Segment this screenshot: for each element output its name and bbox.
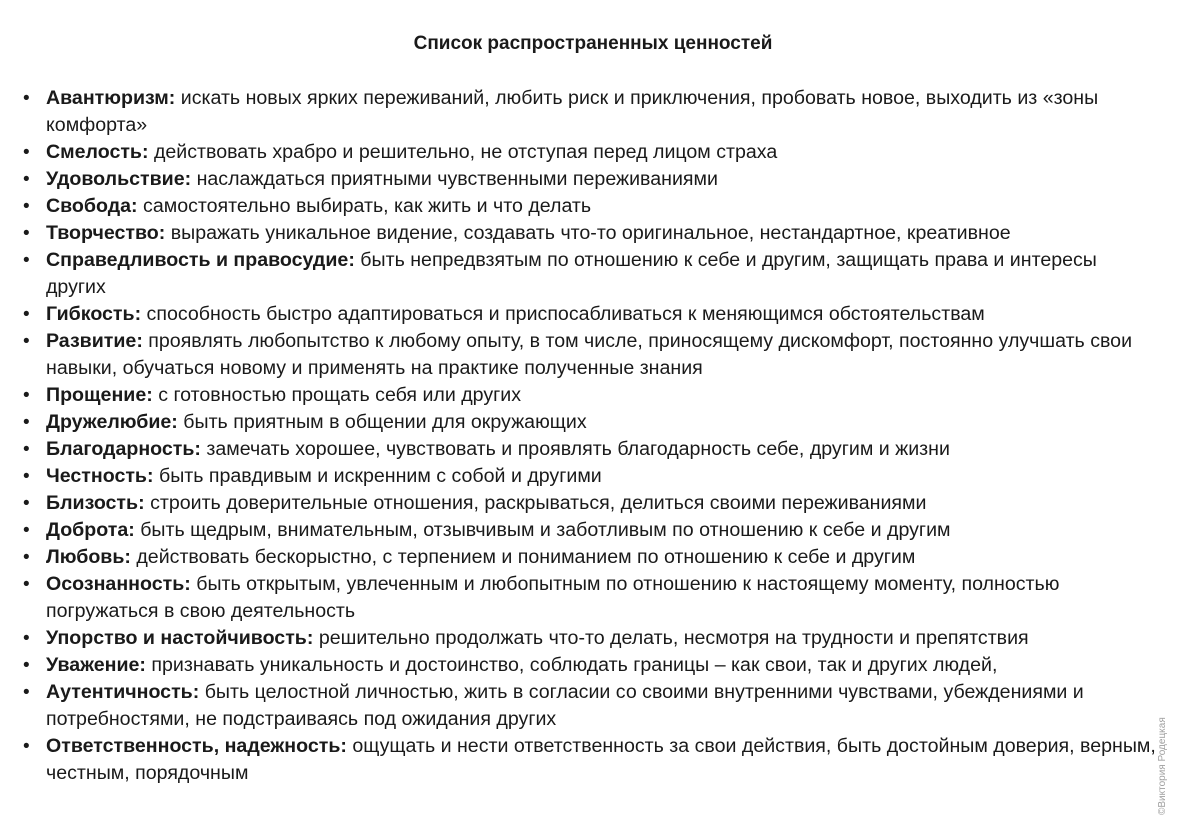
list-item	[18, 733, 1158, 787]
value-term: Осознанность:	[46, 573, 191, 595]
value-definition: быть непредвзятым по отношению к себе и другим, защищать права и интересы других	[46, 249, 1097, 298]
value-definition: быть приятным в общении для окружающих	[183, 411, 587, 433]
value-term: Справедливость и правосудие:	[46, 249, 355, 271]
bullet-icon: •	[23, 331, 30, 352]
bullet-icon: •	[23, 439, 30, 460]
list-item	[18, 463, 1158, 490]
value-term: Аутентичность:	[46, 681, 200, 703]
value-definition: строить доверительные отношения, раскрываться, делиться своими переживаниями	[150, 492, 927, 514]
value-term: Смелость:	[46, 141, 149, 163]
value-term: Авантюризм:	[46, 87, 176, 109]
page-title: Список распространенных ценностей	[413, 33, 773, 54]
value-term: Упорство и настойчивость:	[46, 627, 314, 649]
value-term: Дружелюбие:	[46, 411, 178, 433]
value-definition: проявлять любопытство к любому опыту, в том числе, приносящему дискомфорт, постоянно улучшать свои навыки, обучаться новому и применять на практике полученные знания	[46, 330, 1133, 379]
value-term: Развитие:	[46, 330, 143, 352]
value-term: Удовольствие:	[46, 168, 192, 190]
bullet-icon: •	[23, 304, 30, 325]
value-definition: быть целостной личностью, жить в согласии со своими внутренними чувствами, убеждениями и потребностями, не подстраиваясь под ожидания других	[46, 681, 1084, 730]
list-item	[18, 436, 1158, 463]
value-definition: самостоятельно выбирать, как жить и что делать	[143, 195, 592, 217]
value-definition: быть правдивым и искренним с собой и другими	[158, 465, 602, 487]
list-item	[18, 625, 1158, 652]
value-definition: быть открытым, увлеченным и любопытным по отношению к настоящему моменту, полностью погружаться в свою деятельность	[46, 573, 1060, 622]
list-item	[18, 544, 1158, 571]
bullet-icon: •	[23, 169, 30, 190]
list-item	[18, 247, 1158, 301]
list-item	[18, 166, 1158, 193]
list-item	[18, 85, 1158, 139]
bullet-icon: •	[23, 682, 30, 703]
bullet-icon: •	[23, 493, 30, 514]
list-item	[18, 301, 1158, 328]
bullet-icon: •	[23, 196, 30, 217]
watermark	[1156, 685, 1168, 815]
value-term: Творчество:	[46, 222, 166, 244]
value-definition: действовать храбро и решительно, не отступая перед лицом страха	[153, 141, 778, 163]
value-term: Доброта:	[46, 519, 135, 541]
bullet-icon: •	[23, 736, 30, 757]
bullet-icon: •	[23, 547, 30, 568]
bullet-icon: •	[23, 655, 30, 676]
bullet-icon: •	[23, 88, 30, 109]
value-term: Близость:	[46, 492, 145, 514]
value-definition: с готовностью прощать себя или других	[158, 384, 522, 406]
value-term: Любовь:	[46, 546, 131, 568]
value-term: Прощение:	[46, 384, 153, 406]
list-item	[18, 328, 1158, 382]
list-item	[18, 409, 1158, 436]
value-definition: решительно продолжать что-то делать, несмотря на трудности и препятствия	[318, 627, 1029, 649]
value-term: Гибкость:	[46, 303, 142, 325]
bullet-icon: •	[23, 520, 30, 541]
list-item	[18, 679, 1158, 733]
bullet-icon: •	[23, 250, 30, 271]
bullet-icon: •	[23, 412, 30, 433]
list-item	[18, 517, 1158, 544]
value-definition: признавать уникальность и достоинство, соблюдать границы – как свои, так и других людей,	[151, 654, 998, 676]
bullet-icon: •	[23, 628, 30, 649]
watermark-text: ©Виктория Родецкая	[1157, 717, 1168, 815]
bullet-icon: •	[23, 142, 30, 163]
value-definition: способность быстро адаптироваться и приспосабливаться к меняющимся обстоятельствам	[146, 303, 985, 325]
value-term: Уважение:	[46, 654, 146, 676]
value-term: Свобода:	[46, 195, 138, 217]
bullet-icon: •	[23, 385, 30, 406]
bullet-icon: •	[23, 223, 30, 244]
bullet-icon: •	[23, 466, 30, 487]
list-item	[18, 382, 1158, 409]
list-item	[18, 490, 1158, 517]
list-item	[18, 652, 1158, 679]
list-item	[18, 220, 1158, 247]
value-term: Честность:	[46, 465, 154, 487]
value-definition: наслаждаться приятными чувственными переживаниями	[196, 168, 718, 190]
value-definition: выражать уникальное видение, создавать что-то оригинальное, нестандартное, креативное	[170, 222, 1011, 244]
list-item	[18, 193, 1158, 220]
value-definition: искать новых ярких переживаний, любить риск и приключения, пробовать новое, выходить из «зоны комфорта»	[46, 87, 1099, 136]
value-term: Ответственность, надежность:	[46, 735, 347, 757]
list-item	[18, 571, 1158, 625]
value-definition: замечать хорошее, чувствовать и проявлять благодарность себе, другим и жизни	[206, 438, 950, 460]
bullet-icon: •	[23, 574, 30, 595]
value-definition: ощущать и нести ответственность за свои действия, быть достойным доверия, верным, честным, порядочным	[46, 735, 1156, 784]
list-item	[18, 139, 1158, 166]
value-definition: быть щедрым, внимательным, отзывчивым и заботливым по отношению к себе и другим	[140, 519, 951, 541]
value-term: Благодарность:	[46, 438, 201, 460]
value-definition: действовать бескорыстно, с терпением и пониманием по отношению к себе и другим	[136, 546, 916, 568]
values-list	[18, 85, 1158, 787]
